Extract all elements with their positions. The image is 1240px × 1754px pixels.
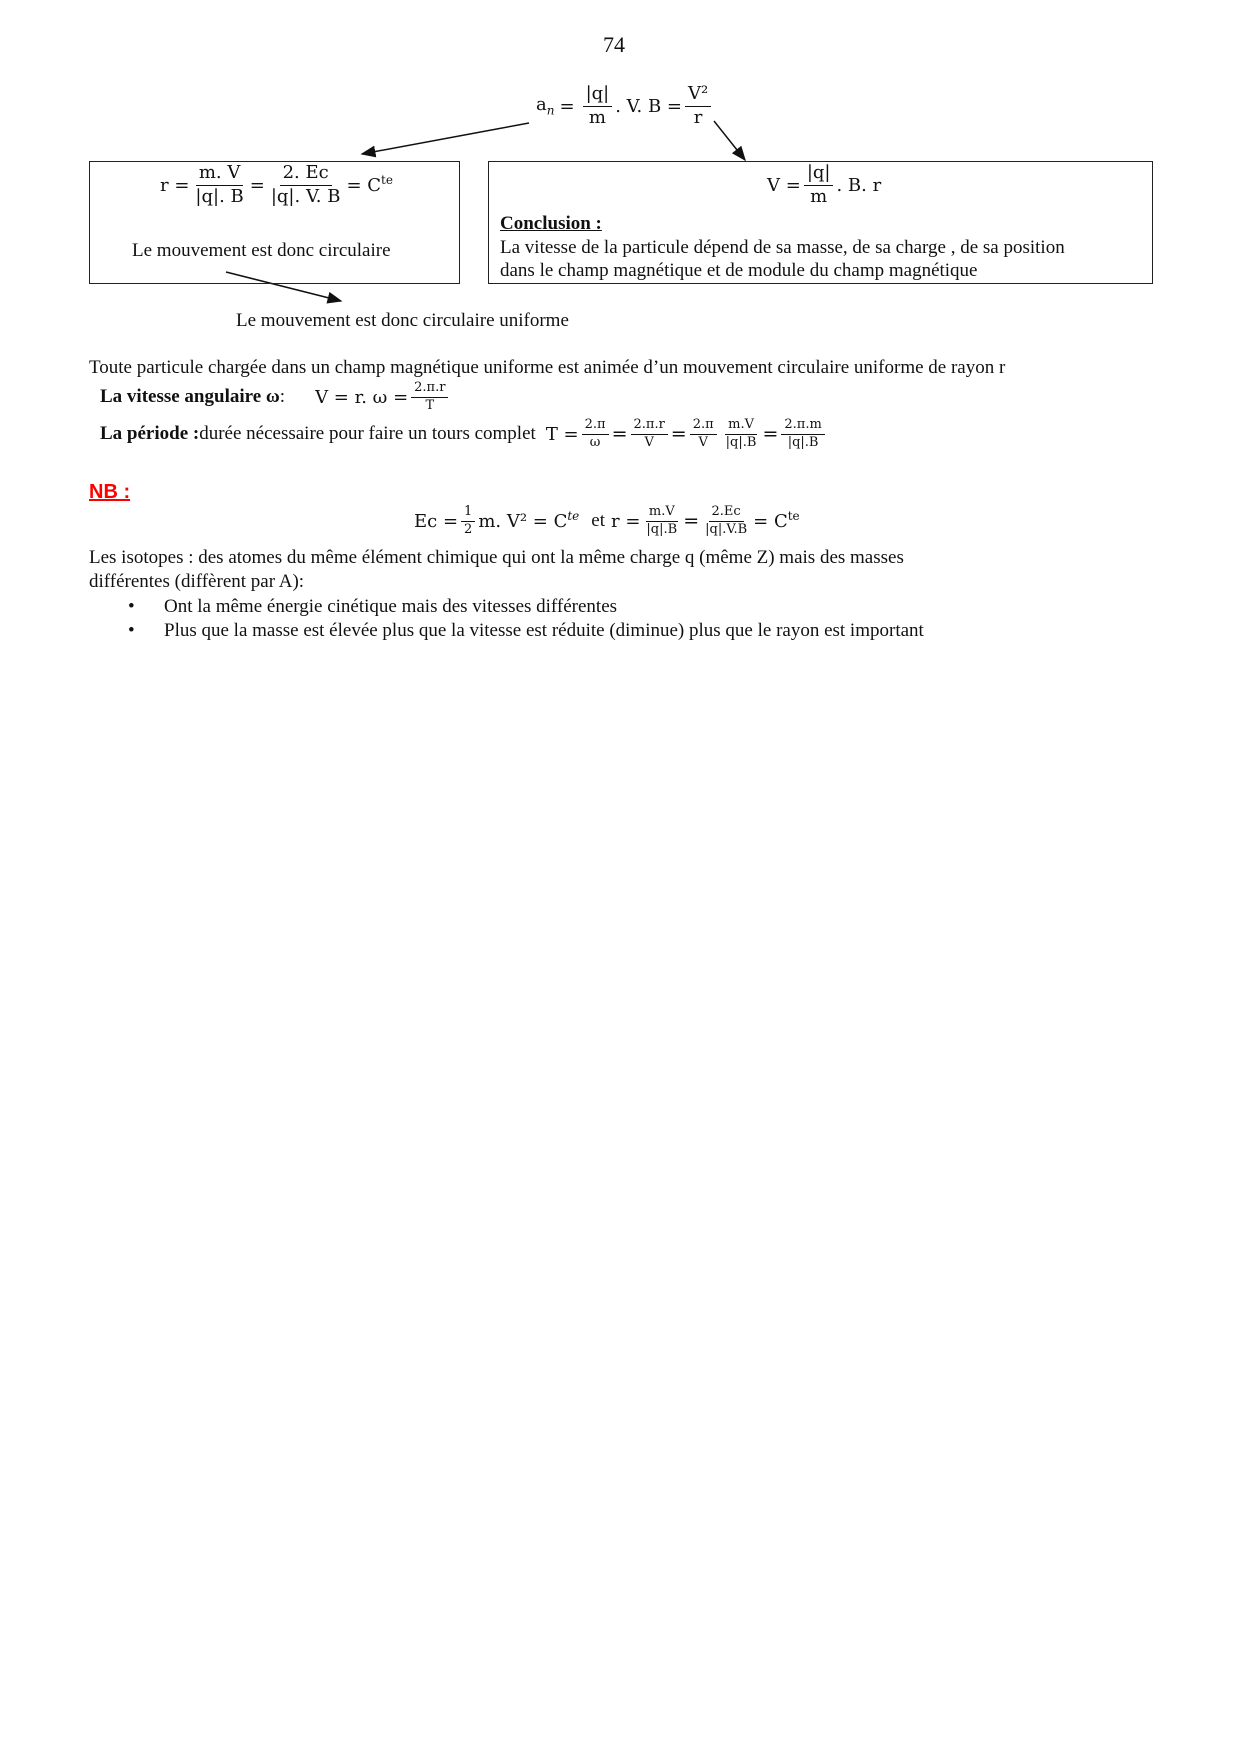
arrow-left-icon (362, 123, 529, 154)
uniform-circular-text: Le mouvement est donc circulaire uniforme (236, 310, 569, 331)
q-over-m-fraction: $\frac{|q|}{m}$ (583, 84, 613, 128)
an-symbol: $a_n$ (536, 94, 555, 118)
isotopes-bullet-list (94, 595, 924, 643)
bullet-text: Plus que la masse est élevée plus que la vitesse est réduite (diminue) plus que le rayon est important (164, 620, 924, 641)
bullet-text: Ont la même énergie cinétique mais des vitesses différentes (164, 596, 618, 617)
velocity-conclusion-box (488, 161, 1153, 284)
et-word: et (591, 510, 605, 532)
period-description: durée nécessaire pour faire un tours complet (199, 423, 536, 445)
conclusion-title: Conclusion : (500, 213, 602, 234)
angular-velocity-label: La vitesse angulaire ω (100, 386, 280, 408)
angular-velocity-formula: V = r. ω = (315, 386, 409, 408)
radius-box (89, 161, 460, 284)
one-half-fraction: $\frac{1}{2}$ (461, 505, 475, 538)
nb-mv-qb-fraction: $\frac{m.V}{|q|.B}$ (646, 504, 678, 537)
period-label: La période : (100, 423, 200, 445)
frac-2pir-v: $\frac{2.\pi.r}{V}$ (631, 418, 668, 451)
frac-2pi-v: $\frac{2.\pi}{V}$ (690, 418, 717, 451)
nb-2ec-qvb-fraction: $\frac{2.Ec}{|q|.V.B}$ (705, 504, 748, 537)
conclusion-line-1: La vitesse de la particule dépend de sa masse, de sa charge , de sa position (500, 237, 1065, 258)
period-line: La période : durée nécessaire pour faire un tours complet T = $\frac{2.\pi}{\omega}$ = $\frac{2.\pi.r}{V}$ = $\frac{2.\pi}{V}$ $\frac{m.V}{|q|.B}$ = $\frac{2.\pi.m}{|q|.B}$ (100, 418, 828, 451)
frac-mv-qb: $\frac{m.V}{|q|.B}$ (725, 417, 757, 450)
velocity-formula: V = $\frac{|q|}{m}$ . B. r (767, 162, 882, 207)
equals-sign: = (559, 95, 575, 117)
conclusion-line-2: dans le champ magnétique et de module du champ magnétique (500, 260, 978, 281)
bullet-icon: • (128, 596, 135, 617)
q-over-m-fraction-2: $\frac{|q|}{m}$ (804, 163, 834, 207)
radius-formula: r = $\frac{m. V}{|q|. B}$ = $\frac{2. Ec}{|q|. V. B}$ = $C^{te}$ (160, 162, 393, 207)
list-item (94, 595, 924, 619)
mv-over-qb-fraction: $\frac{m. V}{|q|. B}$ (195, 162, 244, 207)
vb-term: . V. B = (615, 95, 682, 117)
list-item (94, 619, 924, 643)
v2-over-r-fraction: $\frac{\text{V²}}{r}$ (685, 84, 711, 128)
2pir-over-t-fraction: $\frac{2.\pi.r}{T}$ (411, 381, 448, 414)
bullet-icon: • (128, 620, 135, 641)
2ec-over-qvb-fraction: $\frac{2. Ec}{|q|. V. B}$ (270, 162, 341, 207)
arrow-right-icon (714, 121, 745, 160)
angular-velocity-line: La vitesse angulaire ω : V = r. ω = $\frac{2.\pi.r}{T}$ (100, 381, 451, 414)
isotopes-line-1: Les isotopes : des atomes du même élément chimique qui ont la même charge q (même Z) mais des masses (89, 547, 904, 568)
frac-2pim-qb: $\frac{2.\pi.m}{|q|.B}$ (781, 418, 824, 451)
nb-formula: Ec = $\frac{1}{2}$ m. $V^2 = C^{te}$ et r = $\frac{m.V}{|q|.B}$ = $\frac{2.Ec}{|q|.V.B}$ = $C^{te}$ (414, 504, 800, 537)
frac-2pi-omega: $\frac{2.\pi}{\omega}$ (582, 418, 609, 451)
page-number: 74 (603, 32, 625, 57)
nb-label: NB : (89, 481, 131, 503)
circular-motion-text: Le mouvement est donc circulaire (132, 240, 391, 261)
isotopes-line-2: différentes (diffèrent par A): (89, 571, 305, 592)
paragraph-uniform-motion: Toute particule chargée dans un champ magnétique uniforme est animée d’un mouvement circulaire uniforme de rayon r (89, 357, 1006, 378)
